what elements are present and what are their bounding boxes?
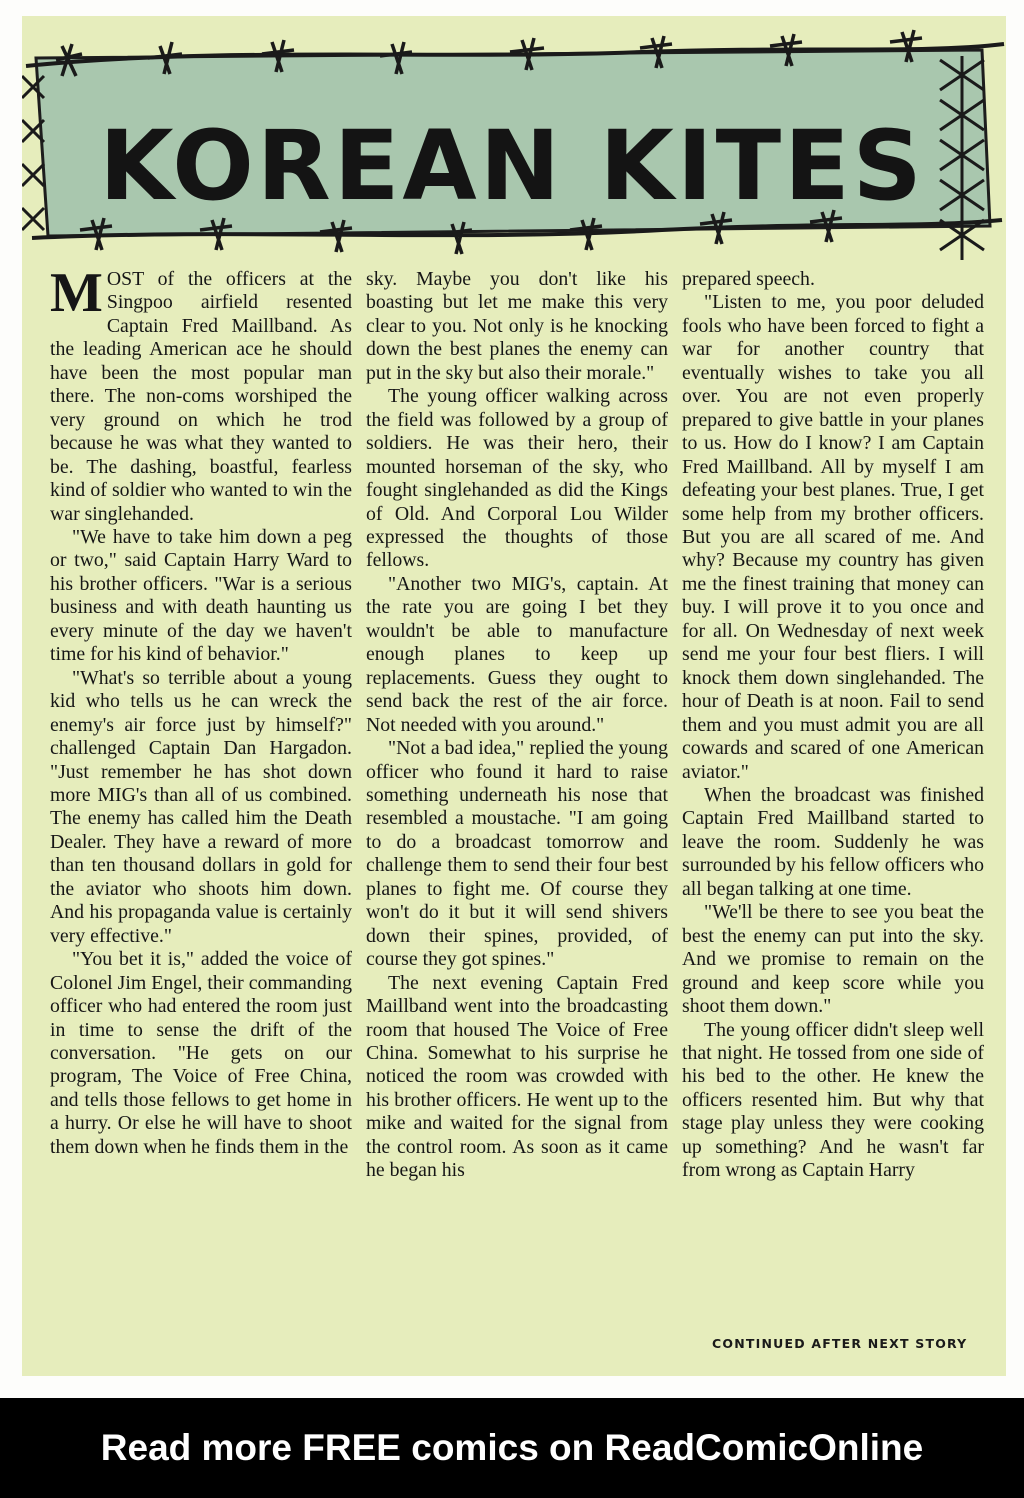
paragraph: The young officer walking across the field was followed by a group of soldiers. He was their hero, their mounted horseman of the sky, who fought singlehanded as did the Kings of Old. And Corporal Lou Wilder expressed the thoughts of those fellows. [366,385,668,572]
promo-footer[interactable] [0,1398,1024,1498]
paragraph: "Not a bad idea," replied the young officer who found it hard to raise something underneath his nose that resembled a moustache. "I am going to do a broadcast tomorrow and challenge them to send their four best planes to fight me. Of course they won't do it but it will send shivers down their spines, provided, of course they got spines." [366,737,668,971]
paragraph: "We have to take him down a peg or two," said Captain Harry Ward to his brother officers. "War is a serious business and with death haunting us every minute of the day we haven't time for his kind of behavior." [50,525,352,666]
continued-note: CONTINUED AFTER NEXT STORY [712,1336,968,1351]
text-column-3 [682,268,984,1328]
paragraph: "We'll be there to see you beat the best the enemy can put into the sky. And we promise to remain on the ground and keep score while you shoot them down." [682,901,984,1018]
text-column-1 [50,268,352,1328]
paragraph: sky. Maybe you don't like his boasting but let me make this very clear to you. Not only is he knocking down the best planes the enemy can put in the sky but also their morale." [366,268,668,384]
text-column-2 [366,268,668,1328]
paragraph: "Another two MIG's, captain. At the rate you are going I bet they wouldn't be able to manufacture enough planes to keep up replacements. Guess they ought to send back the rest of the air force. Not needed with you around." [366,572,668,736]
paragraph: When the broadcast was finished Captain Fred Maillband started to leave the room. Suddenly he was surrounded by his fellow officers who all began talking at one time. [682,783,984,900]
paragraph: The young officer didn't sleep well that night. He tossed from one side of his bed to the other. He knew the officers resented him. But why that stage play unless they were cooking up something? And he wasn't far from wrong as Captain Harry [682,1018,984,1182]
paragraph: The next evening Captain Fred Maillband went into the broadcasting room that housed The Voice of Free China. Somewhat to his surprise he noticed the room was crowded with his brother officers. He went up to the mike and waited for the signal from the control room. As soon as it came he began his [366,971,668,1182]
drop-cap: M [50,268,103,324]
title-banner [22,16,1006,260]
paragraph: "Listen to me, you poor deluded fools who have been forced to fight a war for another country that eventually wishes to take you all over. You are not even properly prepared to give battle in your planes to us. How do I know? I am Captain Fred Maillband. All by myself I am defeating your best planes. True, I get some help from my brother officers. But you are all scared of me. And why? Because my country has given me the finest training that money can buy. I will prove it to you once and for all. On Wednesday of next week send me your four best fliers. I will knock them down singlehanded. The hour of Death is at noon. Fail to send them and you must admit you are all cowards and scared of one American aviator." [682,291,984,783]
opening-paragraph [50,268,352,526]
story-title: KOREAN KITES [99,110,925,222]
paragraph: "What's so terrible about a young kid who tells us he can wreck the enemy's air force just by himself?" challenged Captain Dan Hargadon. "Just remember he has shot down more MIG's than all of us combined. The enemy has called him the Death Dealer. They have a reward of more than ten thousand dollars in gold for the aviator who shoots him down. And his propaganda value is certainly very effective." [50,666,352,947]
promo-link-text[interactable]: Read more FREE comics on ReadComicOnline [100,1427,924,1468]
paragraph: "You bet it is," added the voice of Colonel Jim Engel, their commanding officer who had entered the room just in time to sense the drift of the conversation. "He gets on our program, The Voice of Free China, and tells those fellows to get home in a hurry. Or else he will have to shoot them down when he finds them in the [50,948,352,1158]
paragraph-text: OST of the officers at the Singpoo airfield resented Captain Fred Maillband. As the leading American ace he should have been the most popular man there. The non-coms worshiped the very ground on which he trod because he was what they wanted to be. The dashing, boastful, fearless kind of soldier who wanted to win the war singlehanded. [50,268,352,525]
paragraph: prepared speech. [682,268,815,290]
